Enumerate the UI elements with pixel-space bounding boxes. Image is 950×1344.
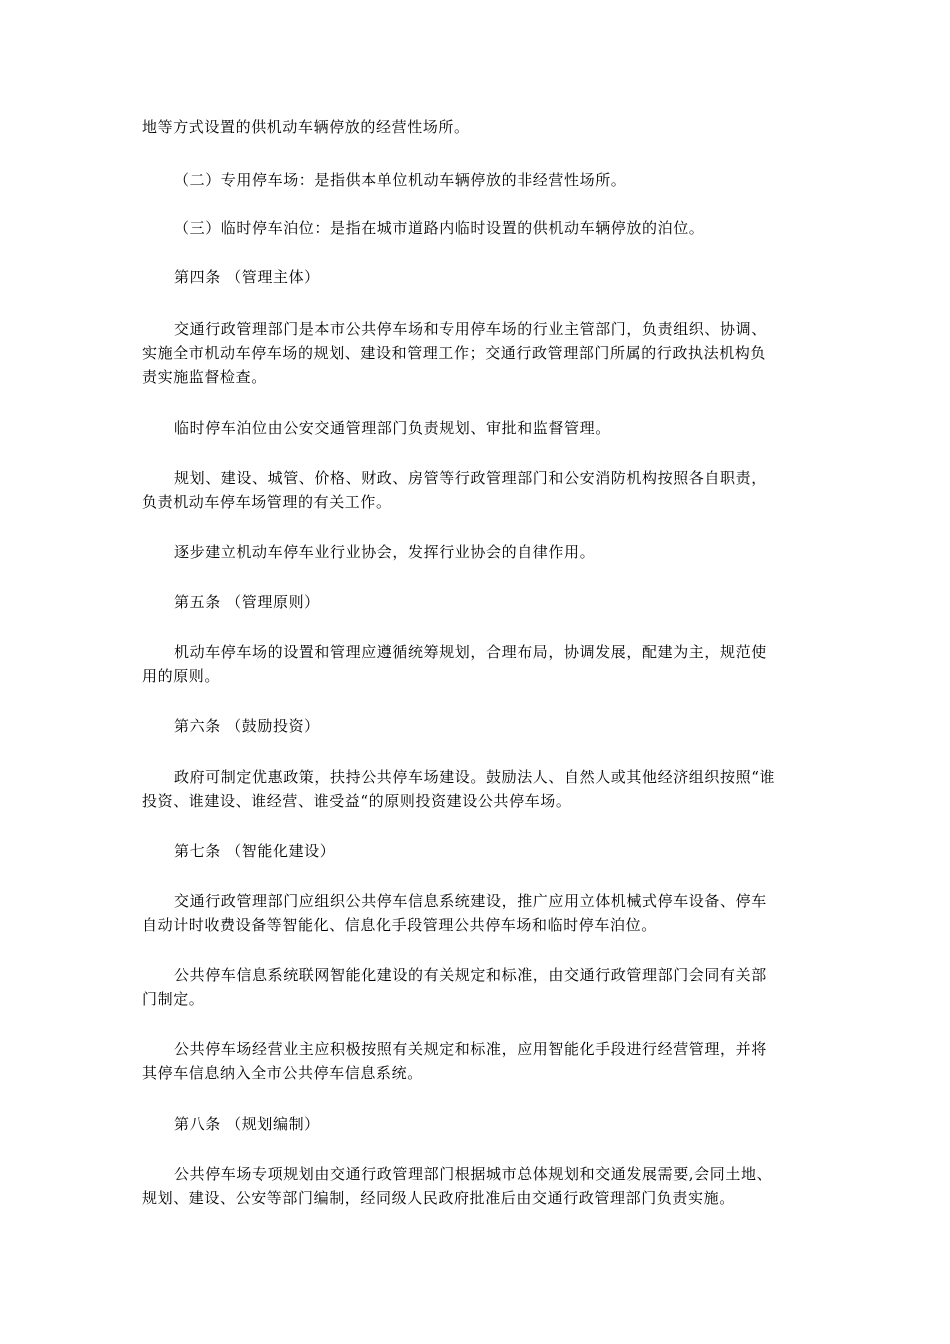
paragraph-line: 交通行政管理部门是本市公共停车场和专用停车场的行业主管部门，负责组织、协调、 — [174, 320, 767, 338]
article-heading-7: 第七条 （智能化建设） — [174, 842, 336, 860]
paragraph-line: 规划、建设、公安等部门编制，经同级人民政府批准后由交通行政管理部门负责实施。 — [142, 1189, 735, 1207]
paragraph-line: 用的原则。 — [142, 667, 221, 685]
article-heading-5: 第五条 （管理原则） — [174, 593, 320, 611]
clause-item-three: （三）临时停车泊位：是指在城市道路内临时设置的供机动车辆停放的泊位。 — [174, 219, 705, 237]
article-heading-4: 第四条 （管理主体） — [174, 268, 320, 286]
paragraph-line: 实施全市机动车停车场的规划、建设和管理工作；交通行政管理部门所属的行政执法机构负 — [142, 344, 767, 362]
paragraph-line: 公共停车场专项规划由交通行政管理部门根据城市总体规划和交通发展需要,会同土地、 — [174, 1165, 773, 1183]
article-heading-6: 第六条 （鼓励投资） — [174, 717, 320, 735]
text-line-continuation: 地等方式设置的供机动车辆停放的经营性场所。 — [142, 118, 470, 136]
paragraph-line: 自动计时收费设备等智能化、信息化手段管理公共停车场和临时停车泊位。 — [142, 916, 657, 934]
paragraph-line: 公共停车场经营业主应积极按照有关规定和标准，应用智能化手段进行经营管理，并将 — [174, 1040, 767, 1058]
paragraph-line: 规划、建设、城管、价格、财政、房管等行政管理部门和公安消防机构按照各自职责， — [174, 469, 767, 487]
paragraph-line: 政府可制定优惠政策，扶持公共停车场建设。鼓励法人、自然人或其他经济组织按照“谁 — [174, 768, 776, 786]
paragraph-line: 公共停车信息系统联网智能化建设的有关规定和标准，由交通行政管理部门会同有关部 — [174, 966, 767, 984]
paragraph-line: 机动车停车场的设置和管理应遵循统筹规划，合理布局，协调发展，配建为主，规范使 — [174, 643, 767, 661]
paragraph-line: 投资、谁建设、谁经营、谁受益“的原则投资建设公共停车场。 — [142, 792, 572, 810]
article-heading-8: 第八条 （规划编制） — [174, 1115, 320, 1133]
paragraph-line: 负责机动车停车场管理的有关工作。 — [142, 493, 392, 511]
paragraph-line: 责实施监督检查。 — [142, 368, 267, 386]
paragraph-line: 交通行政管理部门应组织公共停车信息系统建设，推广应用立体机械式停车设备、停车 — [174, 892, 767, 910]
clause-item-two: （二）专用停车场：是指供本单位机动车辆停放的非经营性场所。 — [174, 171, 627, 189]
paragraph-line: 门制定。 — [142, 990, 205, 1008]
paragraph-line: 临时停车泊位由公安交通管理部门负责规划、审批和监督管理。 — [174, 419, 611, 437]
paragraph-line: 逐步建立机动车停车业行业协会，发挥行业协会的自律作用。 — [174, 543, 596, 561]
paragraph-line: 其停车信息纳入全市公共停车信息系统。 — [142, 1064, 423, 1082]
